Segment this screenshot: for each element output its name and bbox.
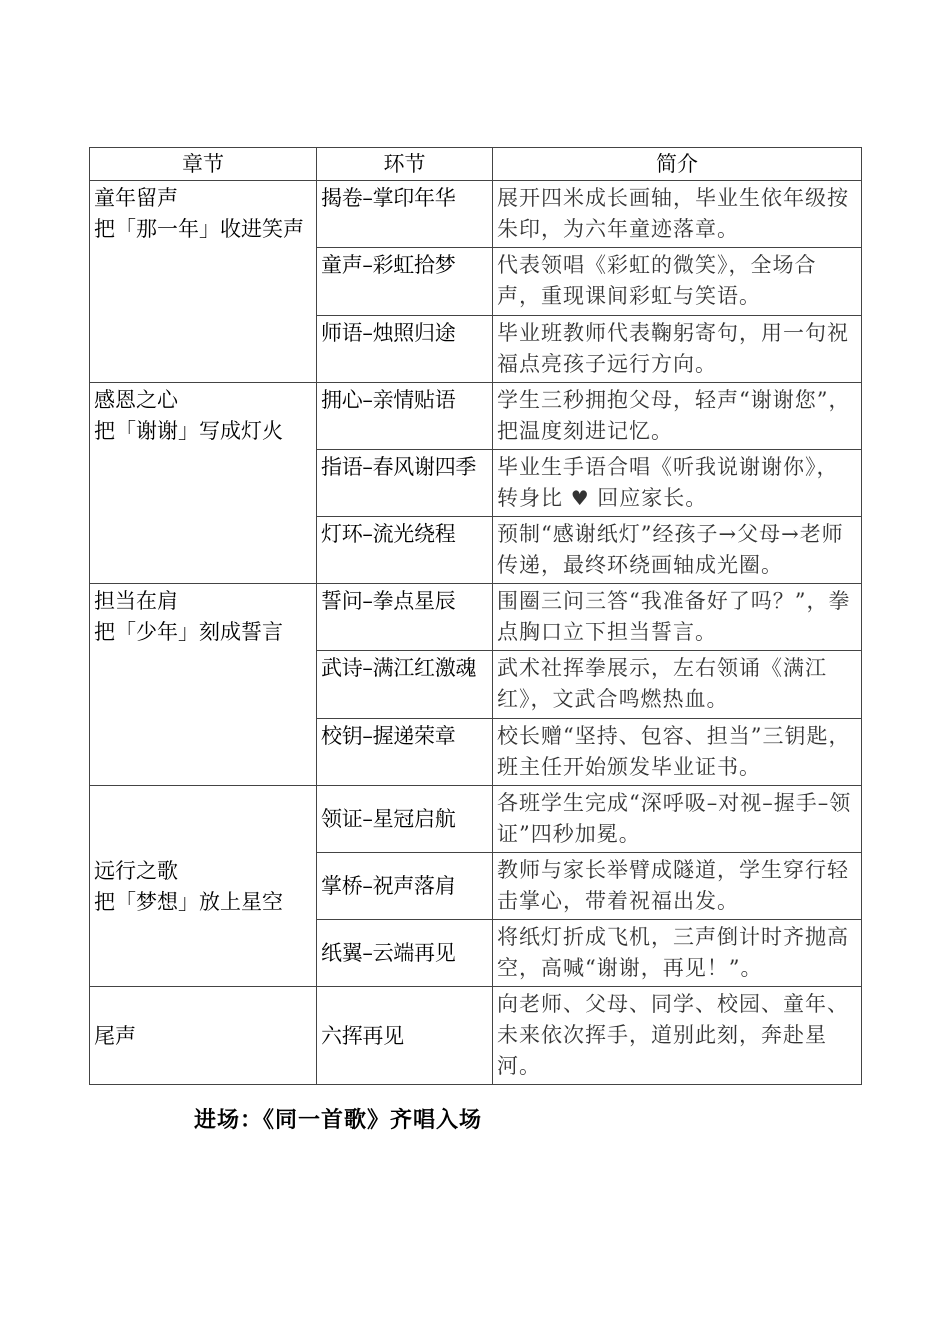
chapter-title: 远行之歌 [94, 858, 178, 883]
header-intro: 简介 [493, 148, 862, 181]
chapter-title: 童年留声 [94, 186, 178, 210]
chapter-subtitle: 把「少年」刻成誓言 [94, 620, 283, 644]
segment-name: 灯环–流光绕程 [317, 517, 493, 584]
segment-name: 童声–彩虹拾梦 [317, 248, 493, 316]
segment-description: 代表领唱《彩虹的微笑》，全场合声，重现课间彩虹与笑语。 [493, 248, 862, 316]
segment-name: 指语–春风谢四季 [317, 450, 493, 517]
segment-description: 校长赠“坚持、包容、担当”三钥匙，班主任开始颁发毕业证书。 [493, 719, 862, 786]
segment-description [493, 450, 862, 517]
header-segment: 环节 [317, 148, 493, 181]
segment-description: 向老师、父母、同学、校园、童年、未来依次挥手，道别此刻，奔赴星河。 [493, 987, 862, 1085]
segment-name: 校钥–握递荣章 [317, 719, 493, 786]
heart-icon: ♥ [570, 486, 590, 510]
header-chapter: 章节 [90, 148, 317, 181]
segment-description: 教师与家长举臂成隧道，学生穿行轻击掌心，带着祝福出发。 [493, 853, 862, 920]
chapter-cell [90, 383, 317, 584]
description-text: 毕业生手语合唱《听我说谢谢你》，转身比 [497, 455, 839, 510]
segment-name: 纸翼–云端再见 [317, 920, 493, 987]
chapter-cell [90, 181, 317, 383]
segment-description: 学生三秒拥抱父母，轻声“谢谢您”，把温度刻进记忆。 [493, 383, 862, 450]
segment-name: 拥心–亲情贴语 [317, 383, 493, 450]
chapter-subtitle: 把「那一年」收进笑声 [94, 217, 304, 241]
segment-description: 各班学生完成“深呼吸–对视–握手–领证”四秒加冕。 [493, 786, 862, 853]
segment-description: 预制“感谢纸灯”经孩子→父母→老师传递，最终环绕画轴成光圈。 [493, 517, 862, 584]
program-table [89, 147, 862, 1085]
chapter-cell [90, 987, 317, 1085]
chapter-cell [90, 786, 317, 987]
description-text: 回应家长。 [589, 486, 708, 510]
segment-name: 领证–星冠启航 [317, 786, 493, 853]
segment-description: 武术社挥拳展示，左右领诵《满江红》，文武合鸣燃热血。 [493, 651, 862, 719]
segment-name: 六挥再见 [317, 987, 493, 1085]
segment-description: 展开四米成长画轴，毕业生依年级按朱印，为六年童迹落章。 [493, 181, 862, 248]
chapter-subtitle: 把「梦想」放上星空 [94, 889, 283, 914]
segment-name: 掌桥–祝声落肩 [317, 853, 493, 920]
table-row [90, 383, 862, 450]
segment-description: 毕业班教师代表鞠躬寄句，用一句祝福点亮孩子远行方向。 [493, 316, 862, 383]
entrance-note: 进场：《同一首歌》齐唱入场 [194, 1107, 483, 1133]
chapter-title: 担当在肩 [94, 589, 178, 613]
chapter-title: 尾声 [94, 1023, 136, 1048]
segment-description: 围圈三问三答“我准备好了吗？”，拳点胸口立下担当誓言。 [493, 584, 862, 651]
segment-name: 揭卷–掌印年华 [317, 181, 493, 248]
table-row [90, 987, 862, 1085]
segment-name: 誓问–拳点星辰 [317, 584, 493, 651]
segment-name: 师语–烛照归途 [317, 316, 493, 383]
chapter-title: 感恩之心 [94, 388, 178, 412]
table-row [90, 584, 862, 651]
segment-description: 将纸灯折成飞机，三声倒计时齐抛高空，高喊“谢谢，再见！”。 [493, 920, 862, 987]
table-row [90, 786, 862, 853]
table-header-row [90, 148, 862, 181]
chapter-subtitle: 把「谢谢」写成灯火 [94, 419, 283, 443]
chapter-cell [90, 584, 317, 786]
table-row [90, 181, 862, 248]
segment-name: 武诗–满江红激魂 [317, 651, 493, 719]
